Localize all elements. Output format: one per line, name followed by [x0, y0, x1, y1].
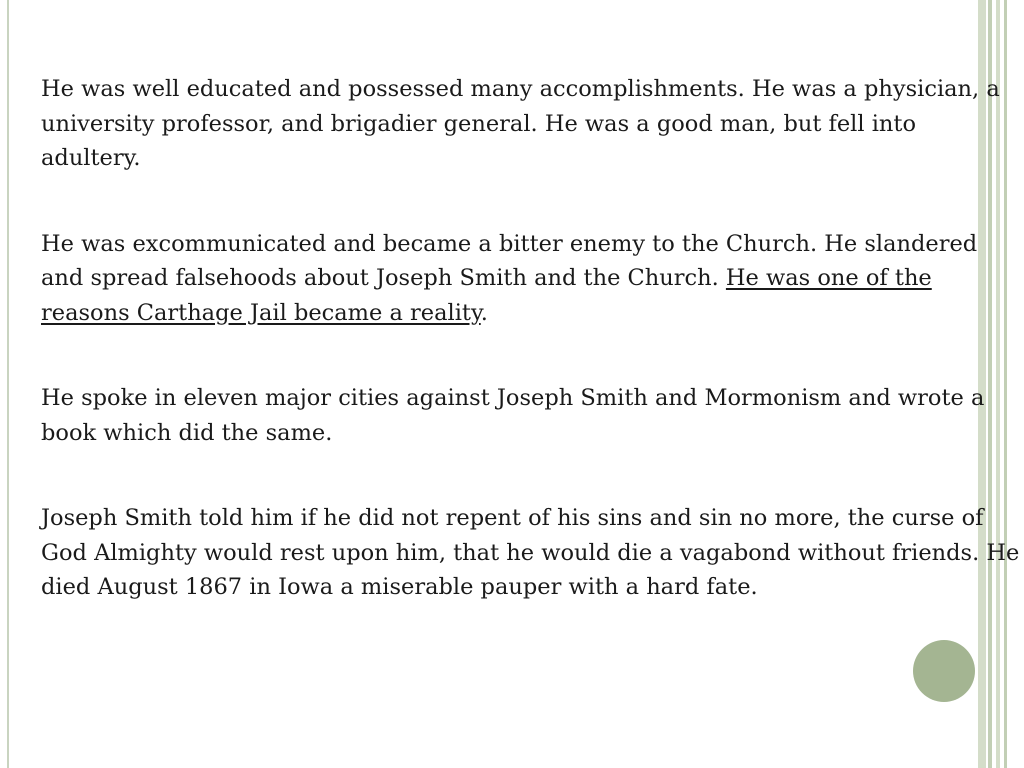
underlined-emphasis: He was one of the reasons Carthage Jail became a reality	[41, 265, 932, 326]
slide-body	[41, 72, 1021, 605]
paragraph-period: .	[480, 299, 488, 326]
paragraph-excommunication	[41, 227, 1021, 331]
paragraph-prophecy: Joseph Smith told him if he did not repent of his sins and sin no more, the curse of God Almighty would rest upon him, that he would die a vagabond without friends. He died August 1867 in Iowa a miserable pauper with a hard fate.	[41, 505, 1020, 600]
paragraph-education: He was well educated and possessed many accomplishments. He was a physician, a university professor, and brigadier general. He was a good man, but fell into adultery.	[41, 76, 1000, 171]
paragraph-text: He was excommunicated and became a bitter enemy to the Church. He slandered and spread falsehoods about Joseph Smith and the Church.	[41, 230, 978, 291]
decorative-circle	[913, 640, 975, 702]
left-border-line	[7, 0, 9, 768]
paragraph-speeches: He spoke in eleven major cities against Joseph Smith and Mormonism and wrote a book which did the same.	[41, 385, 985, 446]
